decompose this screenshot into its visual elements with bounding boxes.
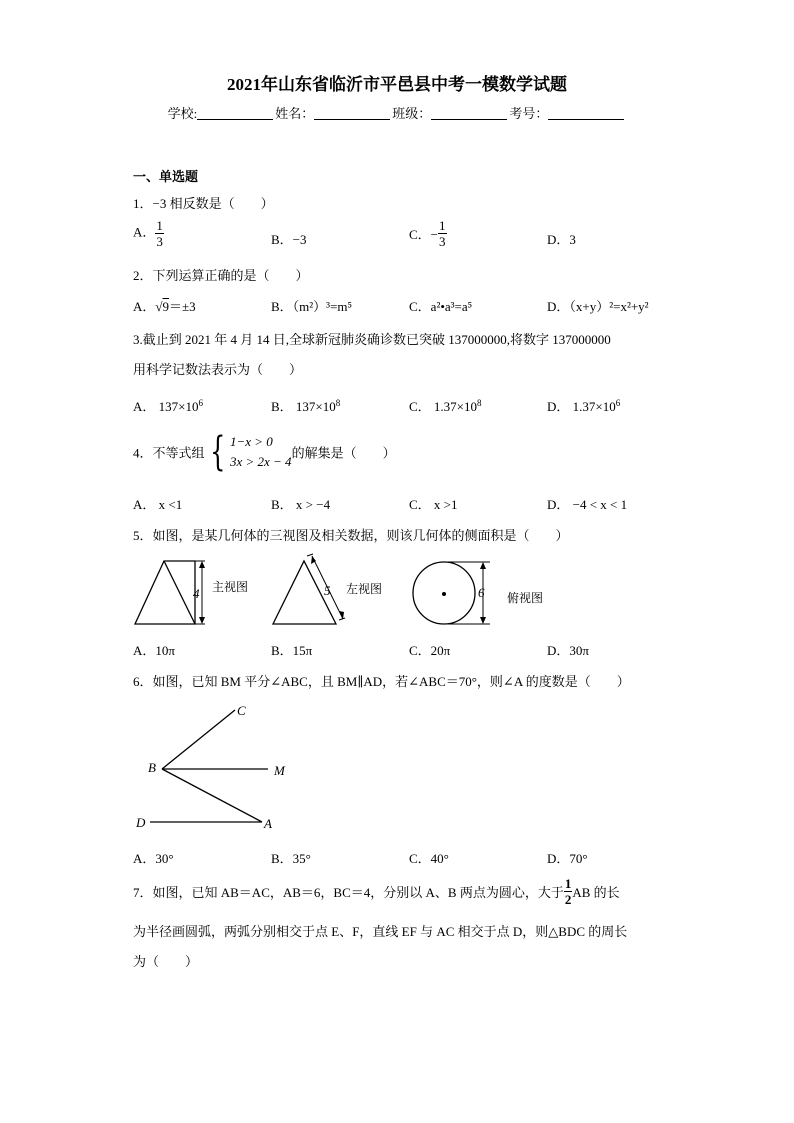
q2-option-c: C．a²•a³=a⁵ [409,299,473,314]
q3-option-c: C． $1.37\times 10^8$ [409,398,482,414]
q4-option-a: A． x <1 [133,497,183,512]
q6-option-b: B．35° [271,851,311,866]
top-view-dim: 6 [478,585,485,600]
point-a-label: A [264,816,272,831]
main-view-dim: 4 [193,586,200,601]
question-3-stem-line2: 用科学记数法表示为（ ） [133,362,303,377]
left-view-label: 左视图 [346,582,383,596]
name-label: 姓名： [275,106,315,121]
question-7-stem-line1: 7．如图，已知 AB＝AC，AB＝6，BC＝4，分别以 A、B 两点为圆心，大于 $\frac{1}{2}$ AB 的长 [133,876,620,907]
q5-option-c: C．20π [409,643,451,658]
section-heading: 一、单选题 [133,169,199,184]
q3-option-d: D． $1.37\times 10^6$ [547,398,621,414]
question-2-stem: 2．下列运算正确的是（ ） [133,268,309,283]
point-c-label: C [237,703,246,718]
q5-option-d: D．30π [547,643,589,658]
question-5-stem: 5．如图，是某几何体的三视图及相关数据，则该几何体的侧面积是（ ） [133,528,569,543]
q4-option-d: D． −4 < x < 1 [547,497,628,512]
page-title: 2021年山东省临沂市平邑县中考一模数学试题 [227,75,567,94]
point-b-label: B [148,760,156,775]
question-6-stem: 6．如图，已知 BM 平分∠ABC，且 BM∥AD，若∠ABC＝70°，则∠A 的度数是（ ） [133,674,630,689]
main-view-shape [135,561,195,624]
point-d-label: D [136,815,146,830]
ray-bc [162,710,235,769]
exam-no-label: 考号： [509,106,549,121]
q3-option-a: A． $137\times 10^6$ [133,398,203,414]
q6-option-c: C．40° [409,851,449,866]
question-7-stem-line2: 为半径画圆弧，两弧分别相交于点 E、F，直线 EF 与 AC 相交于点 D，则△BDC 的周长 [133,924,628,939]
q2-option-a: A．√9＝±3 [133,299,196,314]
q5-option-b: B．15π [271,643,313,658]
class-label: 班级： [392,106,432,121]
q2-option-d: D．（x+y）²=x²+y² [547,299,649,314]
question-1-stem: 1．−3 相反数是（ ） [133,196,274,211]
q1-option-d: D．3 [547,232,576,247]
point-m-label: M [274,763,285,778]
top-view-label: 俯视图 [507,591,544,605]
main-view-label: 主视图 [212,580,249,594]
q2-option-b: B．（m²）³=m⁵ [271,299,353,314]
question-7-stem-line3: 为（ ） [133,954,199,969]
q1-option-a: A． $\frac{1}{3}$ [133,218,163,249]
q6-option-a: A．30° [133,851,174,866]
q1-option-c: C．− $\frac{1}{3}$ [409,218,446,249]
left-view-dim: 5 [324,583,331,598]
question-4-stem: 4．不等式组 { 1−x > 0 3x > 2x − 4 的解集是（ ） [133,429,396,475]
inequality-1: 1−x > 0 [229,434,273,449]
q6-option-d: D．70° [547,851,588,866]
system-brace: { [209,429,225,475]
q4-option-b: B． x > −4 [271,497,331,512]
inequality-2: 3x > 2x − 4 [229,454,292,469]
school-label: 学校: [167,106,198,121]
q1-option-b: B．−3 [271,232,307,247]
question-3-stem-line1: 3.截止到 2021 年 4 月 14 日,全球新冠肺炎确诊数已突破 137000000,将数字 137000000 [133,332,611,347]
q4-option-c: C． x >1 [409,497,458,512]
q3-option-b: B． $137\times 10^8$ [271,398,341,414]
q5-option-a: A．10π [133,643,175,658]
segment-ba [162,769,262,822]
